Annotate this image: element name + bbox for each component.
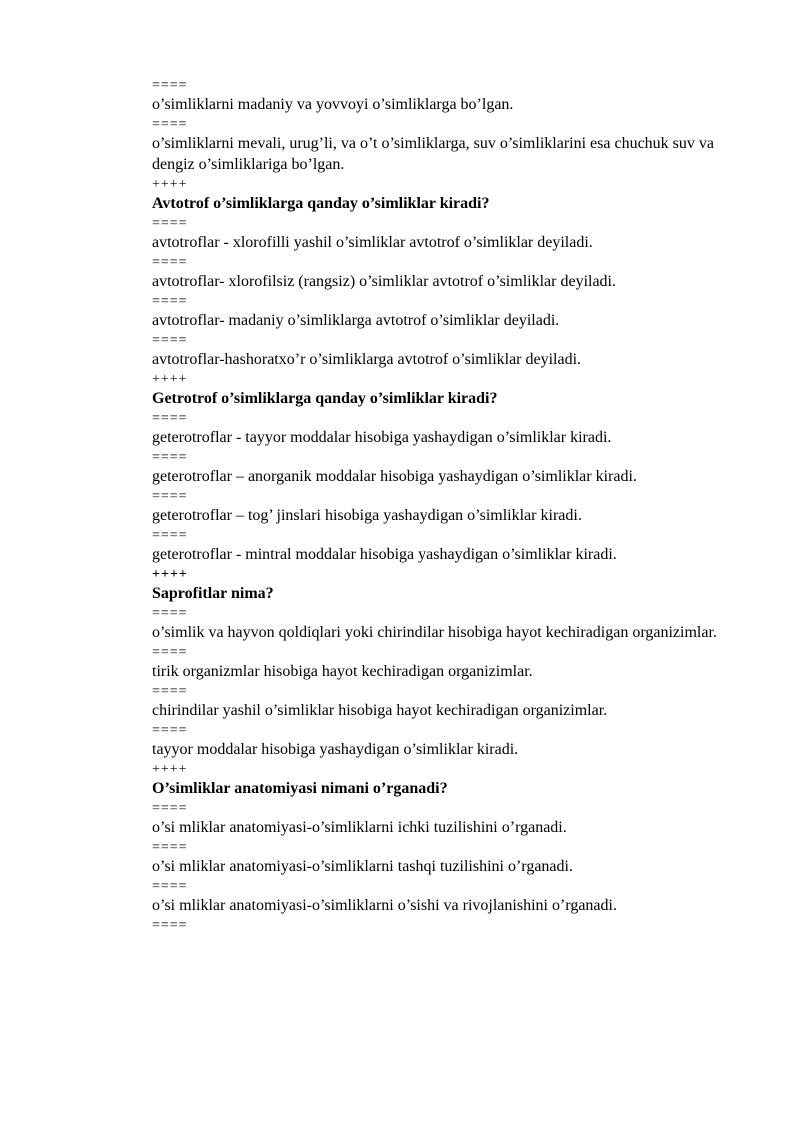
document-page — [152, 78, 752, 934]
answer-separator: ==== — [152, 450, 188, 465]
answer-text: o’simliklarni mevali, urug’li, va o’t o’simliklarga, suv o’simliklarini esa chuchuk suv va dengiz o’simliklariga bo’lgan. — [152, 135, 714, 173]
answer-separator: ==== — [152, 255, 188, 270]
answer-separator: ==== — [152, 294, 188, 309]
question-text: O’simliklar anatomiyasi nimani o’rganadi? — [152, 780, 448, 797]
answer-separator: ==== — [152, 723, 188, 738]
answer-separator: ==== — [152, 78, 188, 93]
answer-separator: ==== — [152, 801, 188, 816]
answer-text: tayyor moddalar hisobiga yashaydigan o’simliklar kiradi. — [152, 741, 519, 758]
answer-separator: ==== — [152, 333, 188, 348]
answer-separator: ==== — [152, 411, 188, 426]
answer-separator: ==== — [152, 879, 188, 894]
answer-text: geterotroflar – anorganik moddalar hisobiga yashaydigan o’simliklar kiradi. — [152, 468, 637, 485]
answer-text: tirik organizmlar hisobiga hayot kechiradigan organizimlar. — [152, 663, 533, 680]
question-separator: ++++ — [152, 372, 188, 387]
answer-separator: ==== — [152, 528, 188, 543]
answer-separator: ==== — [152, 684, 188, 699]
answer-text: avtotroflar - xlorofilli yashil o’simliklar avtotrof o’simliklar deyiladi. — [152, 234, 593, 251]
answer-separator: ==== — [152, 606, 188, 621]
question-separator: ++++ — [152, 762, 188, 777]
answer-text: chirindilar yashil o’simliklar hisobiga hayot kechiradigan organizimlar. — [152, 702, 608, 719]
answer-separator: ==== — [152, 918, 188, 933]
answer-separator: ==== — [152, 840, 188, 855]
question-text: Avtotrof o’simliklarga qanday o’simliklar kiradi? — [152, 195, 490, 212]
answer-text: o’simlik va hayvon qoldiqlari yoki chirindilar hisobiga hayot kechiradigan organizimlar. — [152, 624, 717, 641]
answer-separator: ==== — [152, 489, 188, 504]
answer-text: o’simliklarni madaniy va yovvoyi o’simliklarga bo’lgan. — [152, 96, 514, 113]
question-text: Getrotrof o’simliklarga qanday o’simliklar kiradi? — [152, 390, 498, 407]
answer-separator: ==== — [152, 645, 188, 660]
answer-text: avtotroflar-hashoratxo’r o’simliklarga avtotrof o’simliklar deyiladi. — [152, 351, 582, 368]
answer-text: geterotroflar - mintral moddalar hisobiga yashaydigan o’simliklar kiradi. — [152, 546, 617, 563]
question-text: Saprofitlar nima? — [152, 585, 274, 602]
answer-text: o’si mliklar anatomiyasi-o’simliklarni ichki tuzilishini o’rganadi. — [152, 819, 567, 836]
answer-text: o’si mliklar anatomiyasi-o’simliklarni o’sishi va rivojlanishini o’rganadi. — [152, 897, 617, 914]
answer-text: geterotroflar - tayyor moddalar hisobiga yashaydigan o’simliklar kiradi. — [152, 429, 612, 446]
answer-text: avtotroflar- madaniy o’simliklarga avtotrof o’simliklar deyiladi. — [152, 312, 560, 329]
answer-text: o’si mliklar anatomiyasi-o’simliklarni tashqi tuzilishini o’rganadi. — [152, 858, 573, 875]
answer-text: avtotroflar- xlorofilsiz (rangsiz) o’simliklar avtotrof o’simliklar deyiladi. — [152, 273, 616, 290]
question-separator: ++++ — [152, 567, 188, 582]
answer-text: geterotroflar – tog’ jinslari hisobiga yashaydigan o’simliklar kiradi. — [152, 507, 582, 524]
question-separator: ++++ — [152, 177, 188, 192]
answer-separator: ==== — [152, 117, 188, 132]
answer-separator: ==== — [152, 216, 188, 231]
